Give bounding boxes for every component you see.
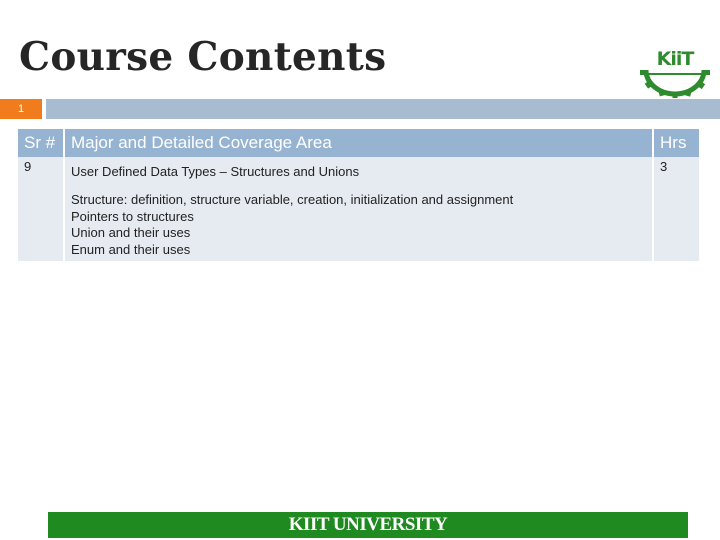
table-row bbox=[18, 159, 699, 261]
topic-details bbox=[71, 186, 646, 261]
logo-text: KiiT bbox=[656, 48, 694, 70]
slide-number-bar bbox=[0, 99, 720, 119]
topic-title: User Defined Data Types – Structures and Unions bbox=[71, 164, 360, 179]
footer-bar bbox=[48, 512, 688, 538]
cell-hrs: 3 bbox=[654, 159, 699, 261]
header-sr: Sr # bbox=[18, 129, 63, 157]
slide-title: Course Contents bbox=[19, 34, 387, 80]
topic-detail-item: Enum and their uses bbox=[71, 241, 191, 257]
header-coverage-area: Major and Detailed Coverage Area bbox=[65, 129, 652, 157]
slide-accent-line bbox=[46, 99, 720, 119]
cell-coverage bbox=[65, 159, 652, 261]
header-hrs: Hrs bbox=[654, 129, 699, 157]
slide-number: 1 bbox=[0, 99, 42, 119]
cell-sr: 9 bbox=[18, 159, 63, 261]
course-contents-table bbox=[16, 129, 701, 261]
topic-detail-item: Structure: definition, structure variable, creation, initialization and assignment bbox=[71, 192, 514, 207]
footer-text: KIIT UNIVERSITY bbox=[288, 514, 448, 535]
topic-detail-item: Union and their uses bbox=[71, 225, 191, 240]
kiit-logo bbox=[638, 40, 712, 98]
topic-detail-item: Pointers to structures bbox=[71, 208, 194, 224]
table-header-row bbox=[18, 129, 699, 157]
